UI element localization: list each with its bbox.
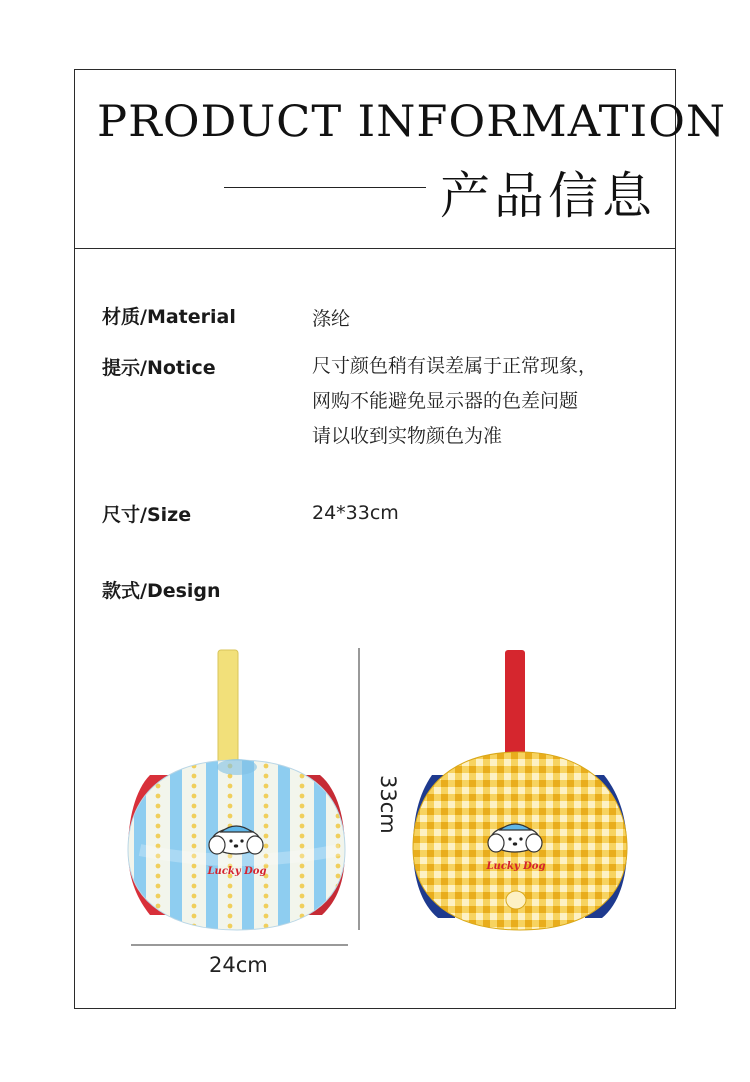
bag-logo-text: Lucky Dog: [486, 861, 546, 872]
material-value: 涤纶: [312, 308, 351, 330]
bag-strap: [505, 650, 525, 758]
notice-line-3: 请以收到实物颜色为准: [312, 425, 503, 447]
notice-label: 提示/Notice: [102, 357, 216, 379]
design-label: 款式/Design: [102, 580, 221, 602]
blue-stripe-bag: [128, 650, 348, 940]
notice-line-2: 网购不能避免显示器的色差问题: [312, 390, 579, 412]
bag-logo-text: Lucky Dog: [207, 866, 267, 877]
size-value: 24*33cm: [312, 502, 399, 524]
size-label: 尺寸/Size: [102, 504, 192, 526]
bag-strap: [218, 650, 238, 765]
title-chinese: 产品信息: [440, 167, 656, 225]
notice-line-1: 尺寸颜色稍有误差属于正常现象，: [312, 355, 598, 377]
yellow-gingham-bag: [413, 650, 629, 932]
width-dimension-label: 24cm: [209, 953, 268, 977]
height-dimension-label: 33cm: [376, 775, 400, 834]
material-label: 材质/Material: [102, 306, 236, 328]
title-english: PRODUCT INFORMATION: [97, 97, 727, 147]
